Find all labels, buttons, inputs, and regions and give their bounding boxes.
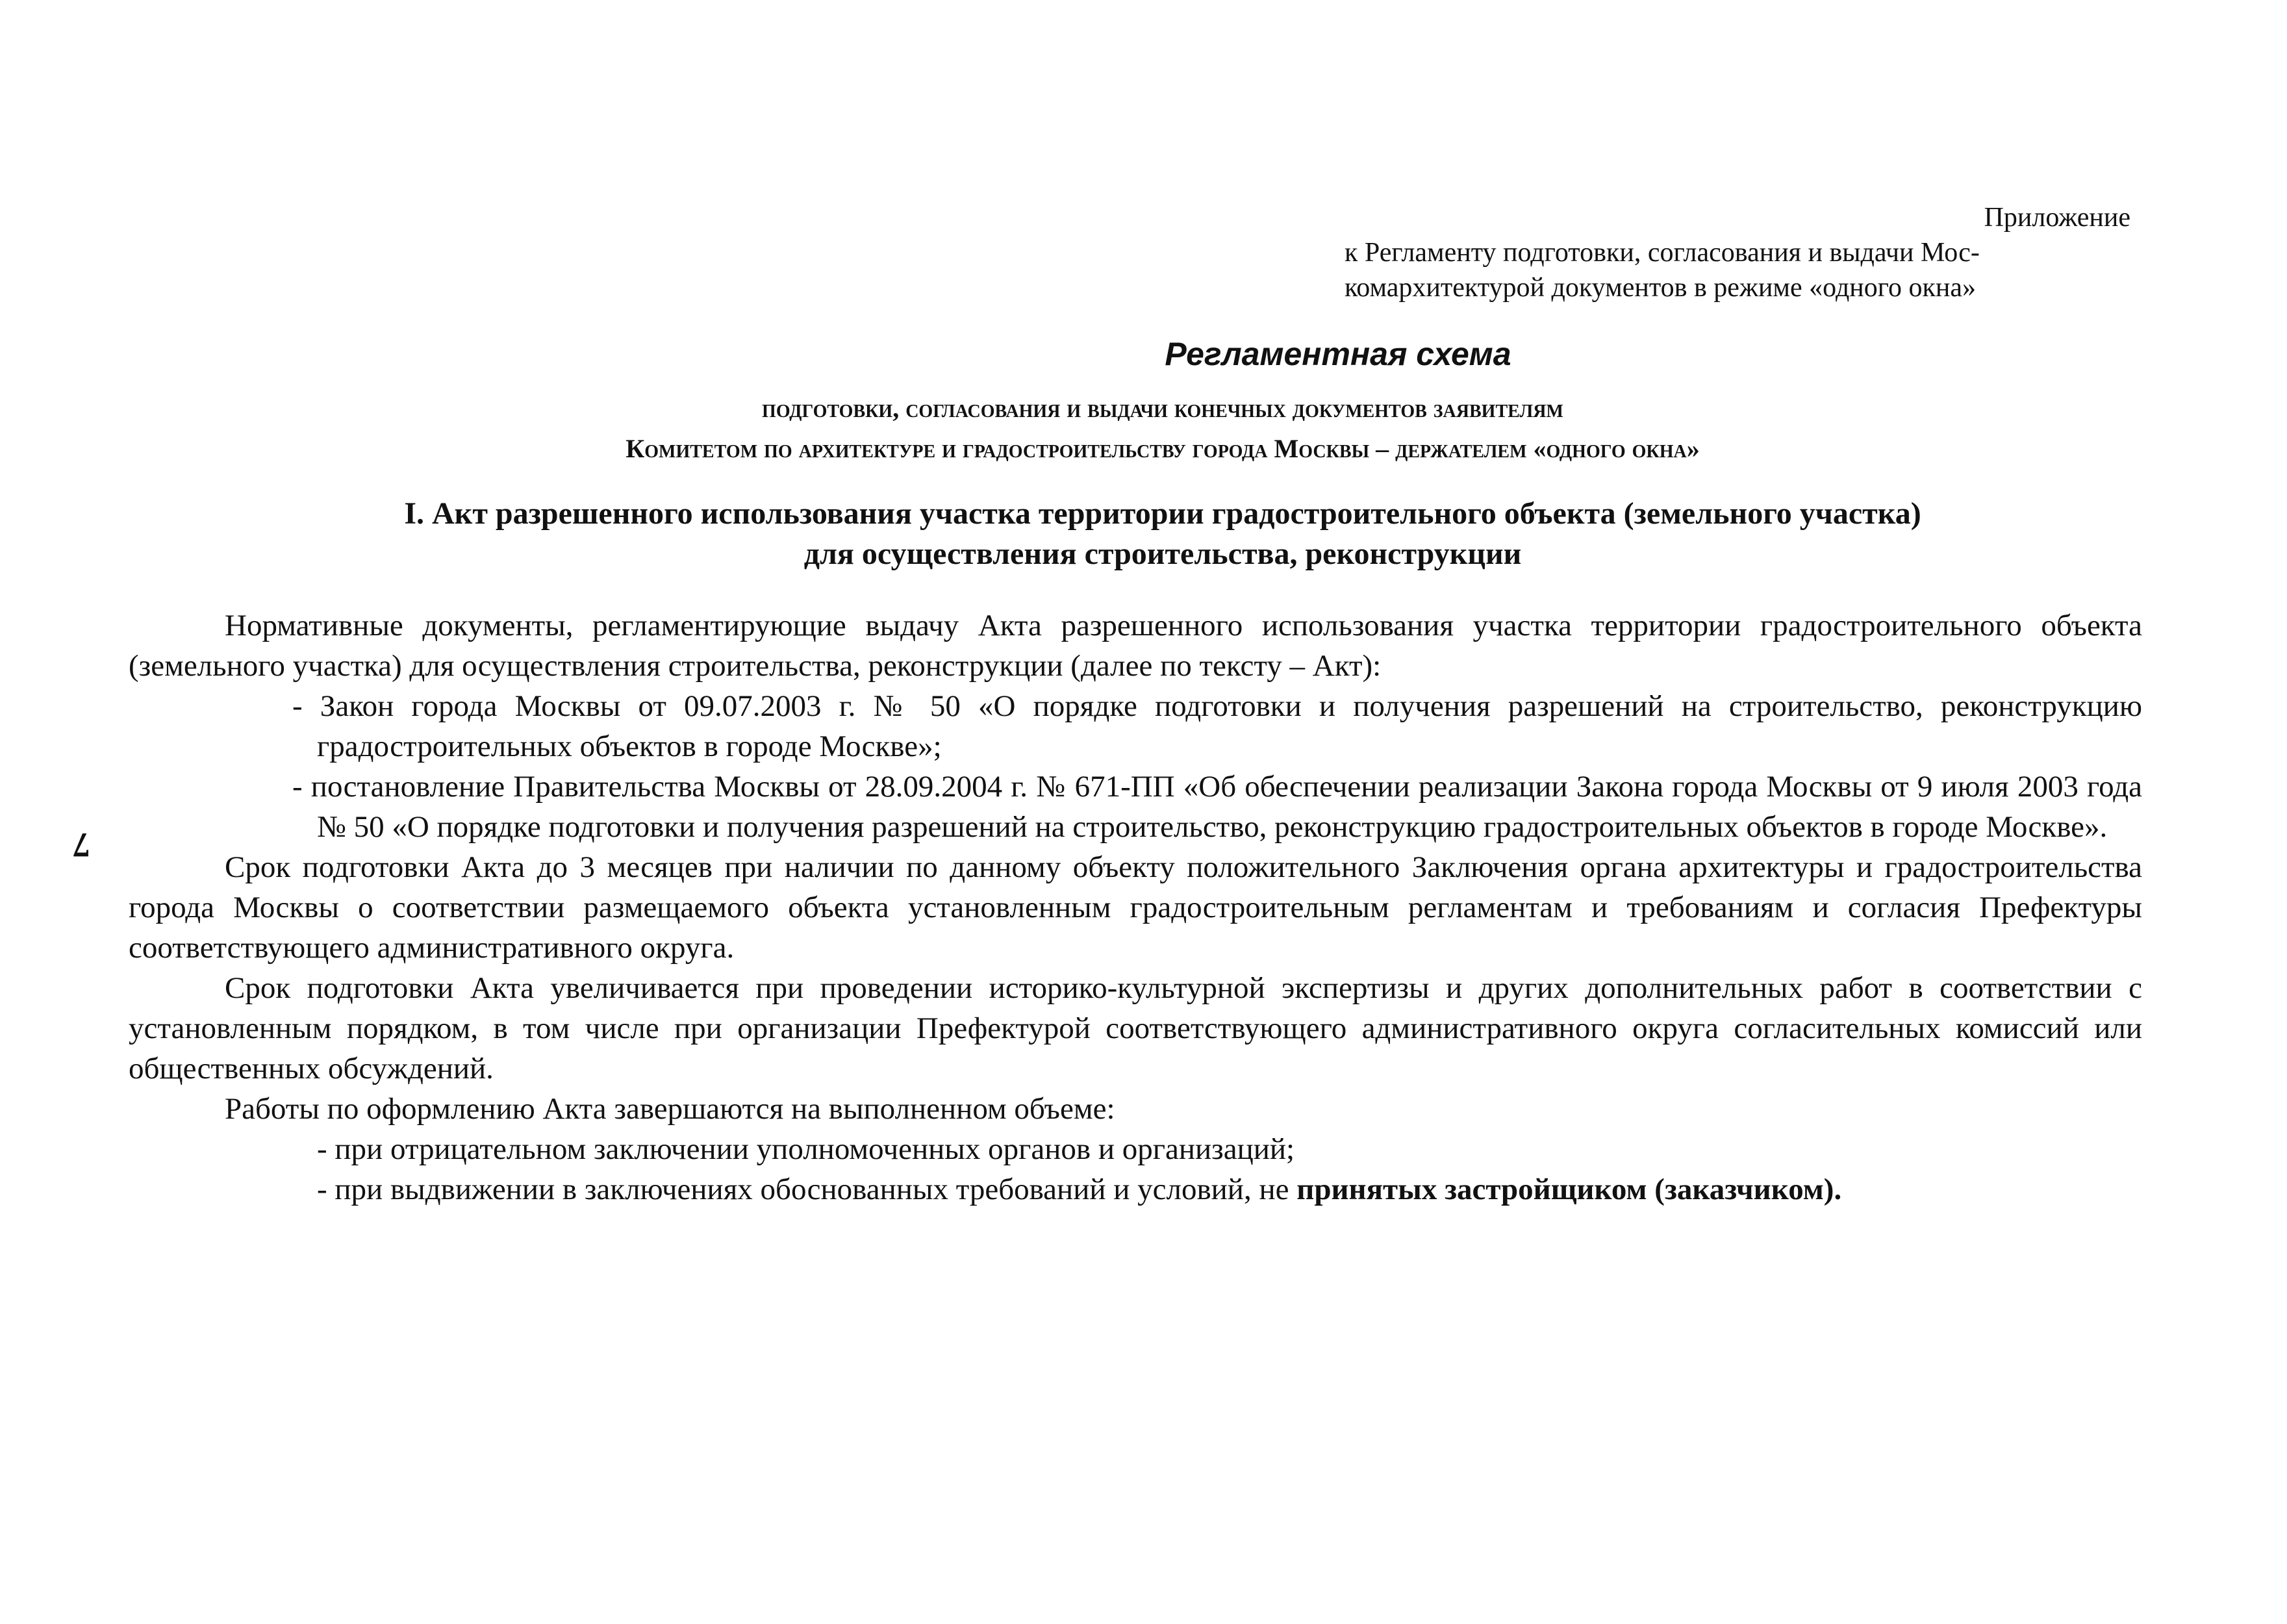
completion-condition-item [317,1169,2142,1210]
section-title-line-2: для осуществления строительства, реконструкции [803,537,1522,571]
regulatory-document-item: - Закон города Москвы от 09.07.2003 г. № 50 «О порядке подготовки и получения разрешений на строительство, реконструкцию градостроительных объектов в городе Москве»; [292,689,2142,763]
term-extension-paragraph: Срок подготовки Акта увеличивается при проведении историко-культурной экспертизы и других дополнительных работ в соответствии с установленным порядком, в том числе при организации Префектурой соответствующего административного округа согласительных комиссий или общественных обсуждений. [129,971,2142,1085]
appendix-title: Приложение [1984,203,2130,233]
section-title-line-1: I. Акт разрешенного использования участка территории градостроительного объекта (земельного участка) [404,496,1921,531]
completion-condition-emphasis: принятых застройщиком (заказчиком). [1296,1173,1842,1206]
preparation-term-paragraph: Срок подготовки Акта до 3 месяцев при наличии по данному объекту положительного Заключения органа архитектуры и градостроительства города Москвы о соответствии размещаемого объекта установленным градостроительным регламентам и требованиям и согласия Префектуры соответствующего административного округа. [129,850,2142,965]
completion-intro: Работы по оформлению Акта завершаются на выполненном объеме: [225,1092,1115,1126]
completion-condition-prefix: - при выдвижении в заключениях обоснованных требований и условий, не [317,1173,1297,1206]
scheme-subtitle-line-1: подготовки, согласования и выдачи конечных документов заявителям [762,394,1563,423]
regulatory-documents-paragraph: Нормативные документы, регламентирующие выдачу Акта разрешенного использования участка территории градостроительного объекта (земельного участка) для осуществления строительства, реконструкции (далее по тексту – Акт): [129,609,2142,683]
completion-condition-item: - при отрицательном заключении уполномоченных органов и организаций; [317,1132,1295,1166]
scheme-subtitle-line-2: Комитетом по архитектуре и градостроительству города Москвы – держателем «одного окна» [625,434,1700,463]
appendix-note [1345,200,2130,305]
regulatory-document-item: - постановление Правительства Москвы от 28.09.2004 г. № 671-ПП «Об обеспечении реализации Закона города Москвы от 9 июля 2003 года № 50 «О порядке подготовки и получения разрешений на строительство, реконструкцию градостроительных объектов в городе Москве». [292,770,2142,844]
appendix-text: к Регламенту подготовки, согласования и выдачи Мос-комархитектурой документов в режиме «одного окна» [1345,238,1980,303]
page-number: 7 [73,826,90,865]
scheme-subtitle [130,388,2195,469]
section-title [130,494,2195,574]
regulatory-documents-list [129,686,2142,847]
scheme-title: Регламентная схема [1165,336,1511,372]
document-body [129,605,2142,1210]
completion-conditions-list [129,1129,2142,1210]
